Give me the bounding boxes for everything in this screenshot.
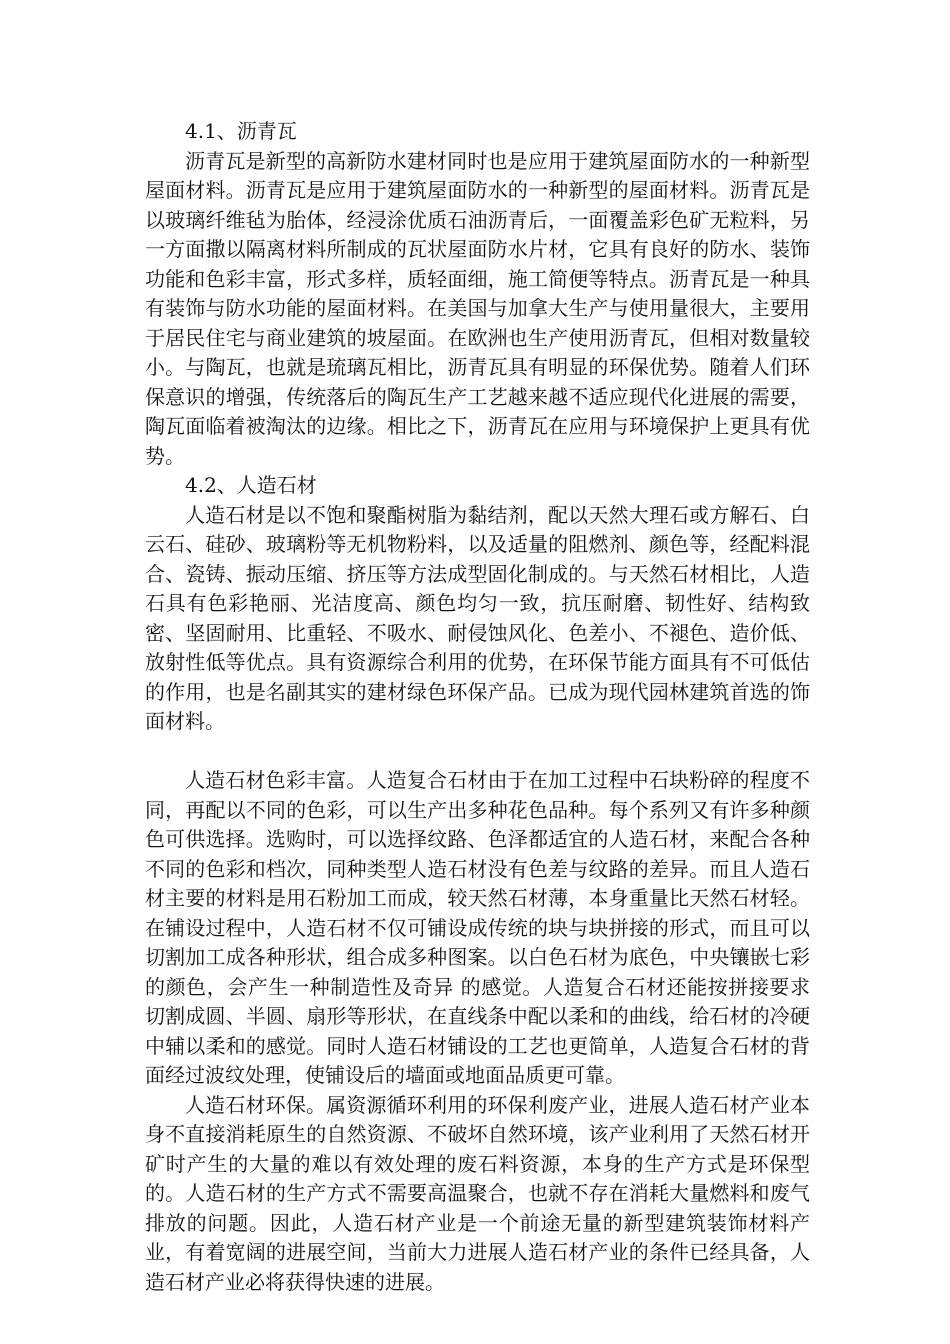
paragraph-spacer: [145, 737, 810, 767]
section-asphalt-shingle: [145, 117, 810, 471]
paragraph: 沥青瓦是新型的高新防水建材同时也是应用于建筑屋面防水的一种新型屋面材料。沥青瓦是应用于建筑屋面防水的一种新型的屋面材料。沥青瓦是以玻璃纤维毡为胎体，经浸涂优质石油沥青后，一面覆盖彩色矿无粒料，另一方面撒以隔离材料所制成的瓦状屋面防水片材，它具有良好的防水、装饰功能和色彩丰富，形式多样，质轻面细，施工简便等特点。沥青瓦是一种具有装饰与防水功能的屋面材料。在美国与加拿大生产与使用量很大，主要用于居民住宅与商业建筑的坡屋面。在欧洲也生产使用沥青瓦，但相对数量较小。与陶瓦，也就是琉璃瓦相比，沥青瓦具有明显的环保优势。随着人们环保意识的增强，传统落后的陶瓦生产工艺越来越不适应现代化进展的需要，陶瓦面临着被淘汰的边缘。相比之下，沥青瓦在应用与环境保护上更具有优势。: [145, 148, 810, 468]
section-heading: 4.2、人造石材: [185, 473, 317, 497]
document-page: [145, 117, 810, 1297]
paragraph: 人造石材是以不饱和聚酯树脂为黏结剂，配以天然大理石或方解石、白云石、硅砂、玻璃粉等无机物粉料，以及适量的阻燃剂、颜色等，经配料混合、瓷铸、振动压缩、挤压等方法成型固化制成的。与天然石材相比，人造石具有色彩艳丽、光洁度高、颜色均匀一致，抗压耐磨、韧性好、结构致密、坚固耐用、比重轻、不吸水、耐侵蚀风化、色差小、不褪色、造价低、放射性低等优点。具有资源综合利用的优势，在环保节能方面具有不可低估的作用，也是名副其实的建材绿色环保产品。已成为现代园林建筑首选的饰面材料。: [145, 502, 810, 733]
paragraph: 人造石材环保。属资源循环利用的环保利废产业，进展人造石材产业本身不直接消耗原生的自然资源、不破坏自然环境，该产业利用了天然石材开矿时产生的大量的难以有效处理的废石料资源，本身的生产方式是环保型的。人造石材的生产方式不需要高温聚合，也就不存在消耗大量燃料和废气排放的问题。因此，人造石材产业是一个前途无量的新型建筑装饰材料产业，有着宽阔的进展空间，当前大力进展人造石材产业的条件已经具备，人造石材产业必将获得快速的进展。: [145, 1092, 810, 1294]
section-artificial-stone: [145, 471, 810, 1297]
section-heading: 4.1、沥青瓦: [185, 119, 297, 143]
paragraph: 人造石材色彩丰富。人造复合石材由于在加工过程中石块粉碎的程度不同，再配以不同的色彩，可以生产出多种花色品种。每个系列又有许多种颜色可供选择。选购时，可以选择纹路、色泽都适宜的人造石材，来配合各种不同的色彩和档次，同种类型人造石材没有色差与纹路的差异。而且人造石材主要的材料是用石粉加工而成，较天然石材薄，本身重量比天然石材轻。在铺设过程中，人造石材不仅可铺设成传统的块与块拼接的形式，而且可以切割加工成各种形状，组合成多种图案。以白色石材为底色，中央镶嵌七彩的颜色，会产生一种制造性及奇异 的感觉。人造复合石材还能按拼接要求切割成圆、半圆、扇形等形状，在直线条中配以柔和的曲线，给石材的冷硬中辅以柔和的感觉。同时人造石材铺设的工艺也更简单，人造复合石材的背面经过波纹处理，使铺设后的墙面或地面品质更可靠。: [145, 768, 810, 1087]
